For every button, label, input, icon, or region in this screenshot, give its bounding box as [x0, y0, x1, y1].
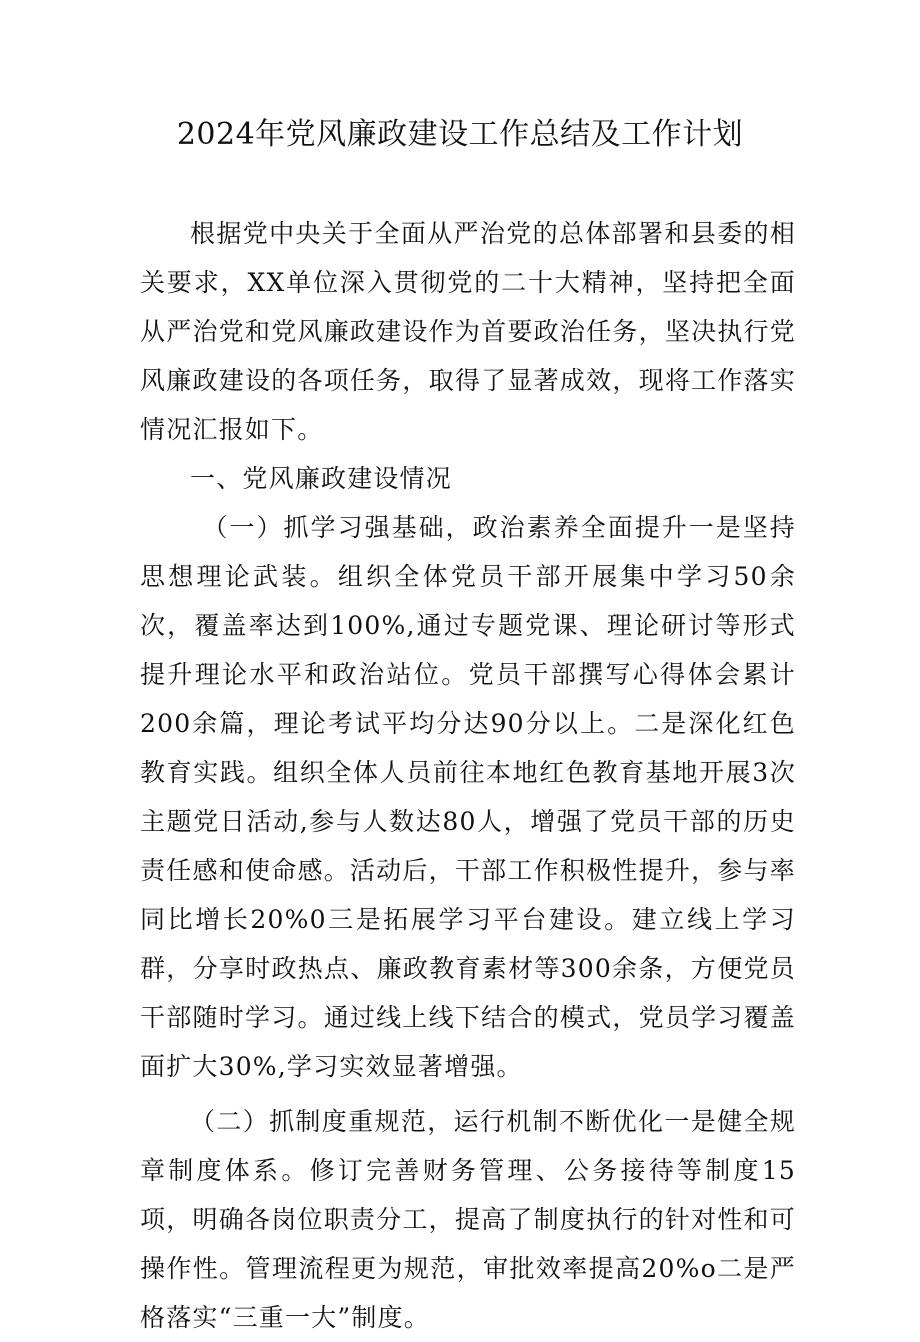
document-body: [140, 209, 796, 1342]
intro-paragraph: 根据党中央关于全面从严治党的总体部署和县委的相关要求，XX单位深入贯彻党的二十大精神，坚持把全面从严治党和党风廉政建设作为首要政治任务，坚决执行党风廉政建设的各项任务，取得了显著成效，现将工作落实情况汇报如下。: [140, 219, 796, 444]
system-paragraph: （二）抓制度重规范，运行机制不断优化一是健全规章制度体系。修订完善财务管理、公务接待等制度15项，明确各岗位职责分工，提高了制度执行的针对性和可操作性。管理流程更为规范，审批效率提高20%o二是严格落实“三重一大”制度。: [140, 1107, 796, 1332]
study-paragraph: （一）抓学习强基础，政治素养全面提升一是坚持思想理论武装。组织全体党员干部开展集中学习50余次，覆盖率达到100%,通过专题党课、理论研讨等形式提升理论水平和政治站位。党员干部撰写心得体会累计200余篇，理论考试平均分达90分以上。二是深化红色教育实践。组织全体人员前往本地红色教育基地开展3次主题党日活动,参与人数达80人，增强了党员干部的历史责任感和使命感。活动后，干部工作积极性提升，参与率同比增长20%0三是拓展学习平台建设。建立线上学习群，分享时政热点、廉政教育素材等300余条，方便党员干部随时学习。通过线上线下结合的模式，党员学习覆盖面扩大30%,学习实效显著增强。: [140, 513, 796, 1081]
document-title: 2024年党风廉政建设工作总结及工作计划: [176, 117, 744, 152]
section-heading: 一、党风廉政建设情况: [190, 464, 453, 493]
